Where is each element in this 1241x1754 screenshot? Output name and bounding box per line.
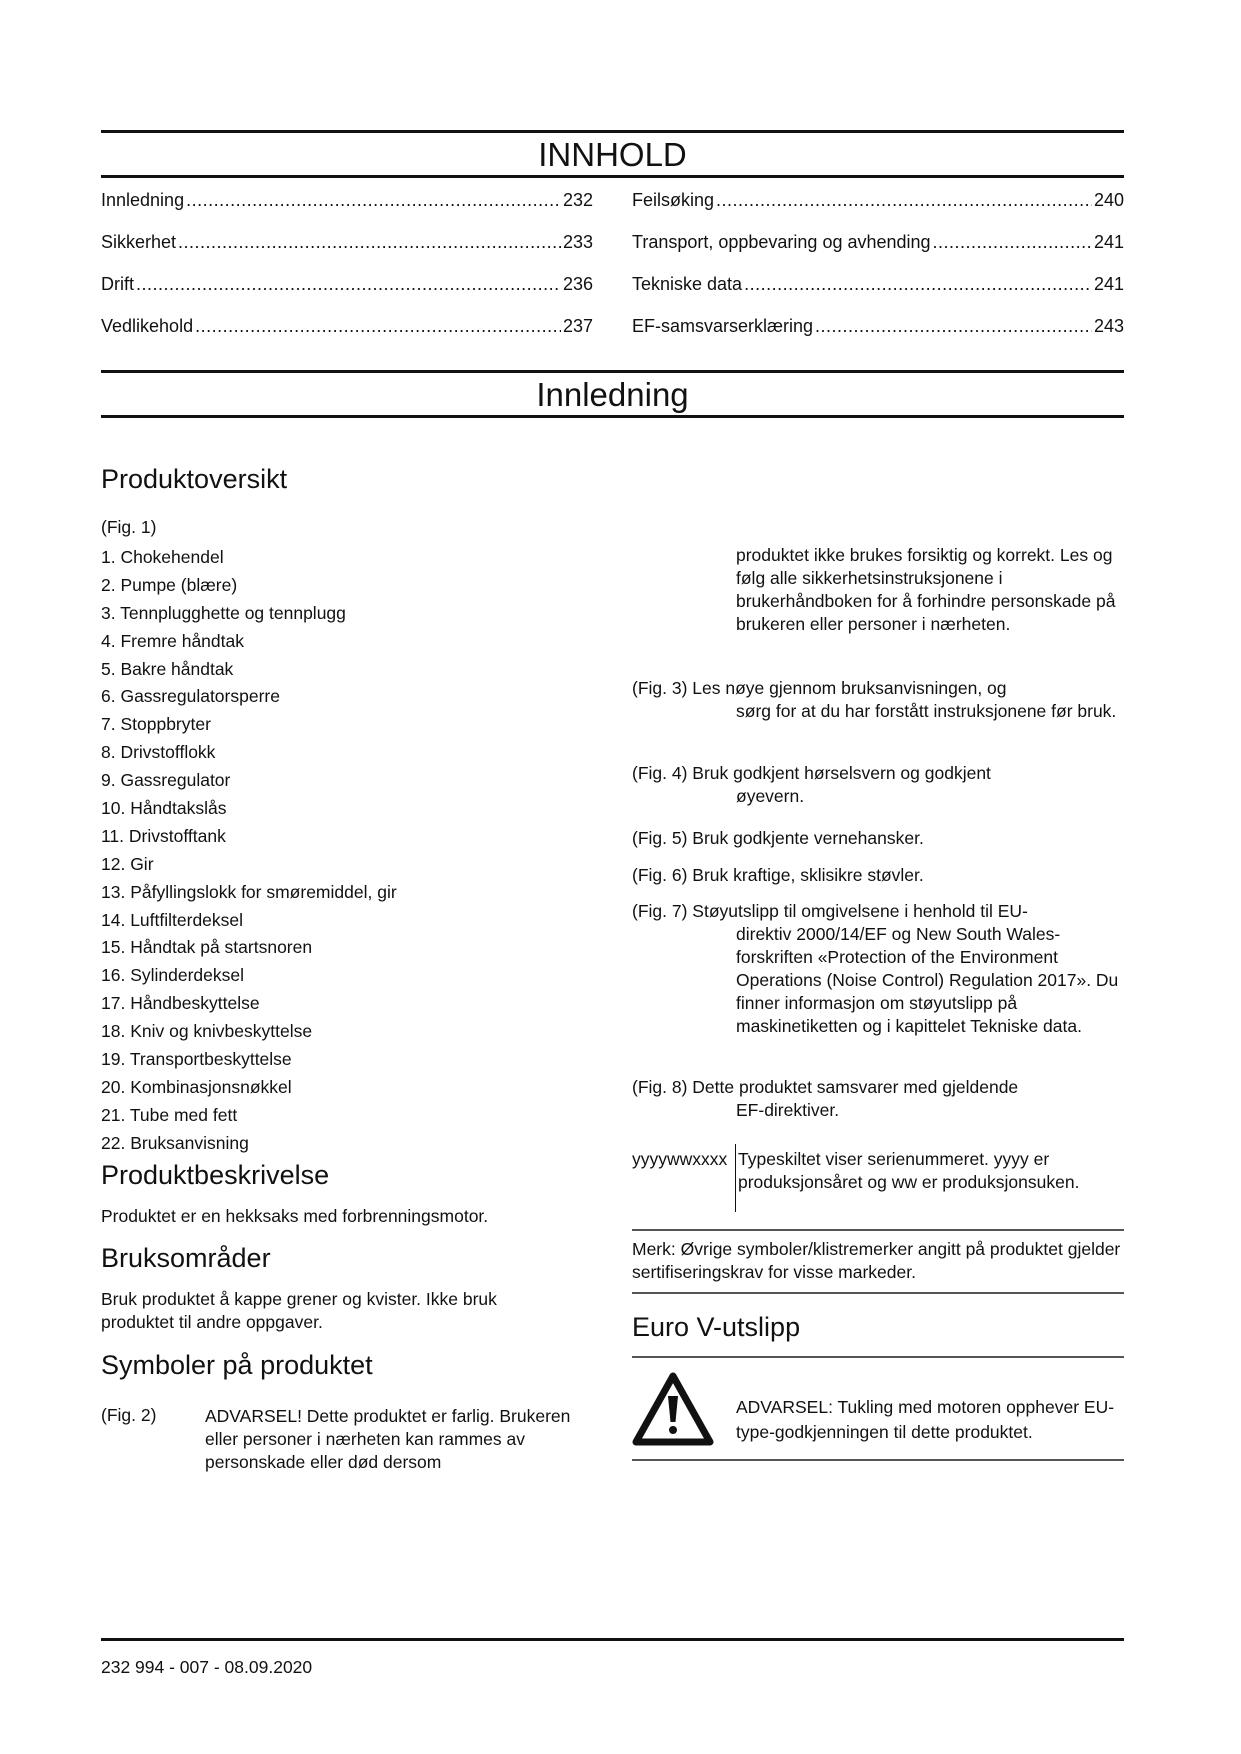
list-item: 8. Drivstofflokk [101,742,216,763]
fig1-ref: (Fig. 1) [101,517,157,537]
footer-rule [101,1638,1124,1641]
list-item: 22. Bruksanvisning [101,1132,249,1153]
symbol-entry: (Fig. 7) Støyutslipp til omgivelsene i henhold til EU- direktiv 2000/14/EF og New South Wales-forskriften «Protection of the Environment Operations (Noise Control) Regulation 2017». Du finner informasjon om støyutslipp på maskinetiketten og i kapittelet Tekniske data. [632,901,1119,1036]
list-item: 4. Fremre håndtak [101,630,244,651]
list-item: 12. Gir [101,853,154,874]
divider [632,1292,1124,1294]
toc-entry[interactable]: Innledning ..... 232 [101,190,593,232]
toc-entry[interactable]: Drift ..... 236 [101,274,593,316]
toc-entry[interactable]: Tekniske data ..... 241 [632,274,1124,316]
fig2-continuation: produktet ikke brukes forsiktig og korrekt. Les og følg alle sikkerhetsinstruksjonene i brukerhåndboken for å forhindre personskade på brukeren eller personer i nærheten. [736,545,1116,634]
toc-entry[interactable]: Transport, oppbevaring og avhending ..... 241 [632,232,1124,274]
component-list [101,544,397,1158]
list-item: 5. Bakre håndtak [101,658,234,679]
merk-note: Merk: Øvrige symboler/klistremerker angitt på produktet gjelder sertifiseringskrav for visse markeder. [632,1239,1121,1282]
divider [632,1459,1124,1461]
symbol-entry: (Fig. 4) Bruk godkjent hørselsvern og godkjent øyevern. [632,763,991,806]
list-item: 10. Håndtakslås [101,798,227,819]
fig2-text: ADVARSEL! Dette produktet er farlig. Brukeren eller personer i nærheten kan rammes av personskade eller død dersom [205,1406,571,1472]
symbol-entry: (Fig. 3) Les nøye gjennom bruksanvisningen, og sørg for at du har forstått instruksjonene før bruk. [632,678,1117,721]
list-item: 9. Gassregulator [101,770,231,791]
list-item: 2. Pumpe (blære) [101,574,238,595]
produktoversikt-heading: Produktoversikt [101,464,288,494]
produktbeskrivelse-text: Produktet er en hekksaks med forbrenningsmotor. [101,1206,489,1226]
list-item: 21. Tube med fett [101,1104,238,1125]
symbol-entry: (Fig. 6) Bruk kraftige, sklisikre støvler. [632,865,924,885]
serial-code: yyyywwxxxx [632,1149,728,1169]
serial-description: Typeskiltet viser serienummeret. yyyy er produksjonsåret og ww er produksjonsuken. [738,1149,1080,1192]
divider [632,1229,1124,1231]
list-item: 3. Tennplugghette og tennplugg [101,602,346,623]
symbol-entry: (Fig. 8) Dette produktet samsvarer med gjeldende EF-direktiver. [632,1077,1019,1120]
list-item: 19. Transportbeskyttelse [101,1049,292,1070]
toc-entry[interactable]: EF-samsvarserklæring ..... 243 [632,316,1124,358]
list-item: 7. Stoppbryter [101,714,211,735]
bruksomrader-heading: Bruksområder [101,1243,271,1273]
toc-left-column [101,190,593,358]
toc-entry[interactable]: Vedlikehold ..... 237 [101,316,593,358]
list-item: 1. Chokehendel [101,547,224,567]
toc-right-column [632,190,1124,358]
warning-triangle-icon [632,1372,714,1446]
list-item: 20. Kombinasjonsnøkkel [101,1076,292,1097]
section-title-band [101,370,1124,418]
symboler-heading: Symboler på produktet [101,1350,373,1380]
toc-entry[interactable]: Feilsøking ..... 240 [632,190,1124,232]
list-item: 15. Håndtak på startsnoren [101,937,313,958]
divider [632,1356,1124,1358]
produktbeskrivelse-heading: Produktbeskrivelse [101,1160,330,1190]
list-item: 11. Drivstofftank [101,825,226,846]
list-item: 17. Håndbeskyttelse [101,993,260,1014]
list-item: 16. Sylinderdeksel [101,965,244,986]
euro-warning-text: ADVARSEL: Tukling med motoren opphever EU-type-godkjenningen til dette produktet. [736,1397,1115,1442]
list-item: 13. Påfyllingslokk for smøremiddel, gir [101,881,397,902]
fig2-label: (Fig. 2) [101,1405,157,1425]
bruksomrader-text: Bruk produktet å kappe grener og kvister. Ikke bruk produktet til andre oppgaver. [101,1289,497,1332]
section-title: Innledning [536,376,689,413]
toc-title: INNHOLD [538,136,687,173]
toc-entry[interactable]: Sikkerhet ..... 233 [101,232,593,274]
page [101,0,1124,1754]
list-item: 18. Kniv og knivbeskyttelse [101,1021,313,1042]
footer-doc-number: 232 994 - 007 - 08.09.2020 [101,1657,313,1677]
euro-heading: Euro V-utslipp [632,1312,801,1342]
list-item: 14. Luftfilterdeksel [101,909,244,930]
list-item: 6. Gassregulatorsperre [101,686,280,707]
toc-title-band [101,130,1124,178]
symbol-entry: (Fig. 5) Bruk godkjente vernehansker. [632,828,924,848]
